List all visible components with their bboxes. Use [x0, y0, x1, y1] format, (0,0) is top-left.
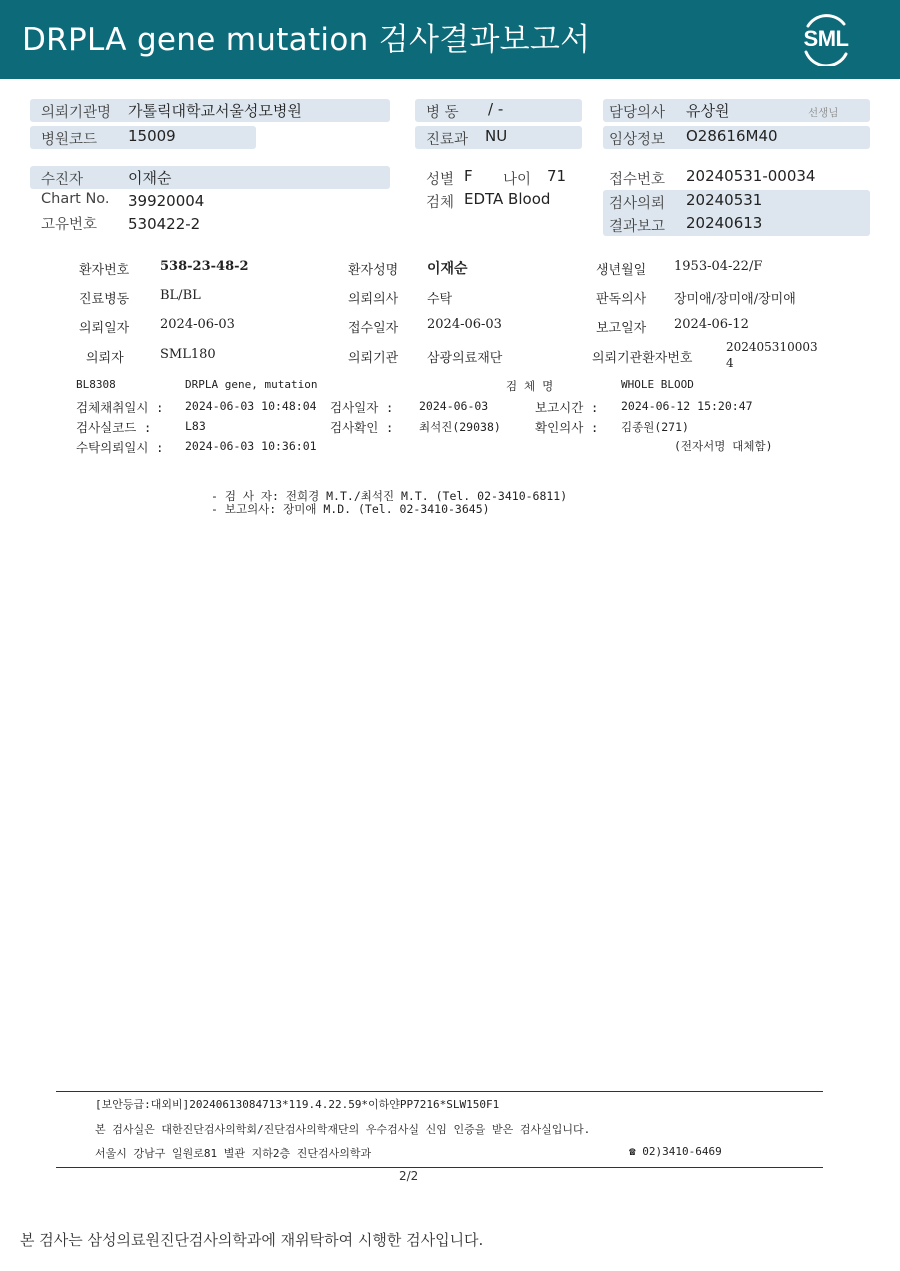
chart-value: 39920004: [128, 192, 205, 210]
sex-label: 성별: [426, 172, 455, 188]
clinical-value: O28616M40: [686, 127, 778, 145]
footer-top-rule: [56, 1091, 823, 1092]
ward-value: / -: [488, 100, 504, 118]
report-ward-label: 진료병동: [79, 292, 130, 307]
ward-label: 병 동: [426, 105, 459, 121]
lab-code-value: L83: [185, 419, 206, 433]
doctor-label: 담당의사: [609, 105, 666, 121]
report-time-label: 보고시간 :: [535, 400, 599, 415]
requester-label: 의뢰자: [86, 351, 124, 366]
confirm-doc-label: 확인의사 :: [535, 420, 599, 435]
clinical-label: 임상정보: [609, 132, 666, 148]
patient-value: 이재순: [128, 169, 172, 187]
logo-text: SML: [803, 26, 849, 51]
recv-date-value: 2024-06-03: [427, 317, 502, 332]
req-doctor-value: 수탁: [427, 292, 453, 307]
test-name: DRPLA gene, mutation: [185, 378, 318, 391]
test-request-label: 검사의뢰: [609, 196, 666, 212]
phone-line: ☎ 02)3410-6469: [629, 1145, 722, 1158]
inst-patient-no-label: 의뢰기관환자번호: [592, 351, 693, 366]
report-ward-value: BL/BL: [160, 288, 201, 303]
specimen-value: EDTA Blood: [464, 190, 551, 208]
report-date-value: 2024-06-12: [674, 317, 749, 332]
birth-label: 생년월일: [596, 263, 647, 278]
examiner-line-2: - 보고의사: 장미애 M.D. (Tel. 02-3410-3645): [211, 502, 490, 516]
id-label: 고유번호: [41, 217, 98, 233]
collect-label: 검체채취일시 :: [76, 400, 164, 415]
confirm-value: 최석진(29038): [419, 420, 501, 434]
confirm-label: 검사확인 :: [330, 420, 394, 435]
reading-doctor-value: 장미애/장미애/장미애: [674, 292, 796, 307]
hospital-code-value: 15009: [128, 127, 176, 145]
page-number: 2/2: [399, 1169, 419, 1183]
receipt-label: 접수번호: [609, 172, 666, 188]
footer-bottom-rule: [56, 1167, 823, 1168]
sex-value: F: [464, 167, 473, 185]
test-request-value: 20240531: [686, 191, 763, 209]
contract-value: 2024-06-03 10:36:01: [185, 439, 317, 453]
examiner-line-1: - 검 사 자: 전희경 M.T./최석진 M.T. (Tel. 02-3410-6811): [211, 489, 568, 503]
patient-row: [30, 166, 390, 189]
req-date-label: 의뢰일자: [79, 321, 130, 336]
contract-label: 수탁의뢰일시 :: [76, 440, 164, 455]
req-inst-label: 의뢰기관: [348, 351, 399, 366]
patient-name-label: 환자성명: [348, 263, 399, 278]
patient-name-value: 이재순: [427, 261, 468, 277]
doctor-suffix: 선생님: [808, 107, 839, 119]
receipt-value: 20240531-00034: [686, 167, 816, 185]
reading-doctor-label: 판독의사: [596, 292, 647, 307]
sml-logo: [798, 12, 854, 66]
confirm-doc-value: 김종원(271): [621, 420, 689, 434]
address-line: 서울시 강남구 일원로81 별관 지하2층 진단검사의학과: [95, 1147, 372, 1160]
patient-no-value: 538-23-48-2: [160, 259, 249, 274]
institution-label: 의뢰기관명: [41, 105, 112, 121]
specimen-name-label: 검 체 명: [506, 379, 554, 393]
result-report-value: 20240613: [686, 214, 763, 232]
department-label: 진료과: [426, 132, 469, 148]
collect-value: 2024-06-03 10:48:04: [185, 399, 317, 413]
inst-patient-no-value-1: 202405310003: [726, 340, 818, 354]
chart-label: Chart No.: [41, 191, 110, 207]
report-time-value: 2024-06-12 15:20:47: [621, 399, 753, 413]
doctor-value: 유상원: [686, 102, 730, 120]
req-doctor-label: 의뢰의사: [348, 292, 399, 307]
security-line: [보안등급:대외비]20240613084713*119.4.22.59*이하얀PP7216*SLW150F1: [95, 1098, 500, 1111]
institution-value: 가톨릭대학교서울성모병원: [128, 102, 302, 120]
specimen-name-value: WHOLE BLOOD: [621, 378, 694, 391]
test-date-label: 검사일자 :: [330, 400, 394, 415]
req-inst-value: 삼광의료재단: [427, 351, 503, 366]
referral-note: 본 검사는 삼성의료원진단검사의학과에 재위탁하여 시행한 검사입니다.: [20, 1231, 484, 1249]
recv-date-label: 접수일자: [348, 321, 399, 336]
age-label: 나이: [503, 172, 532, 188]
birth-value: 1953-04-22/F: [674, 259, 763, 274]
test-code: BL8308: [76, 378, 116, 391]
esign-note: (전자서명 대체함): [674, 439, 773, 453]
age-value: 71: [547, 167, 567, 185]
id-value: 530422-2: [128, 215, 201, 233]
inst-patient-no-value-2: 4: [726, 356, 734, 370]
req-date-value: 2024-06-03: [160, 317, 235, 332]
report-header: [0, 0, 900, 79]
report-title: DRPLA gene mutation 검사결과보고서: [22, 22, 591, 58]
patient-label: 수진자: [41, 172, 84, 188]
lab-code-label: 검사실코드 :: [76, 420, 152, 435]
patient-no-label: 환자번호: [79, 263, 130, 278]
result-report-label: 결과보고: [609, 219, 666, 235]
test-date-value: 2024-06-03: [419, 399, 489, 413]
report-date-label: 보고일자: [596, 321, 647, 336]
specimen-label: 검체: [426, 195, 455, 211]
cert-line: 본 검사실은 대한진단검사의학회/진단검사의학재단의 우수검사실 신임 인증을 받은 검사실입니다.: [95, 1123, 591, 1136]
requester-value: SML180: [160, 347, 216, 362]
hospital-code-label: 병원코드: [41, 132, 98, 148]
department-value: NU: [485, 127, 508, 145]
